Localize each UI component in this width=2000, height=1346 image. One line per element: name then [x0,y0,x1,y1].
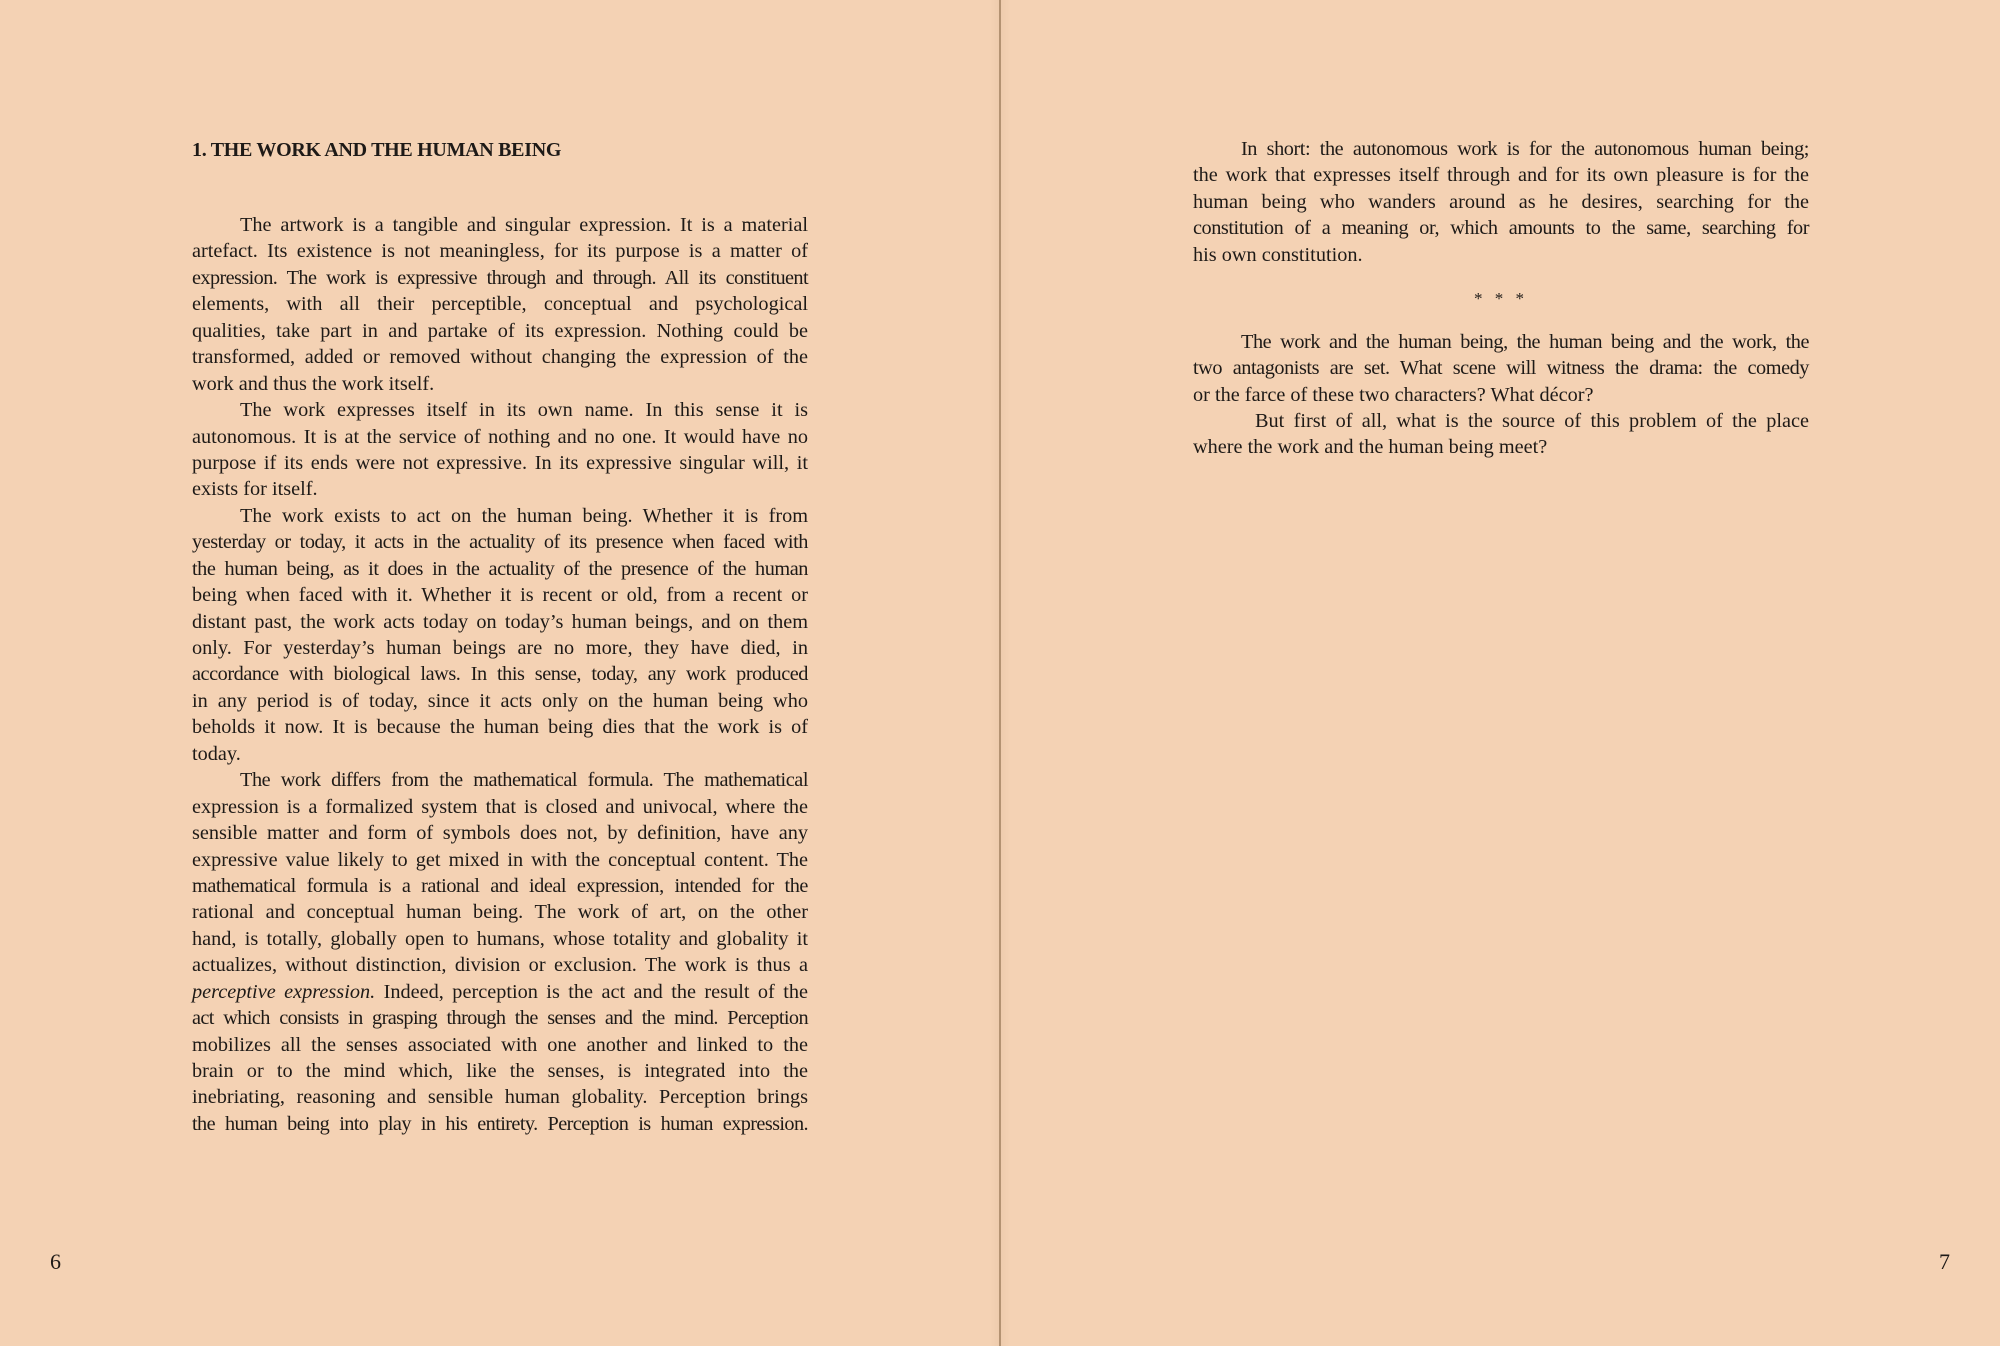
text-line: act which consists in grasping through the senses and the mind. Perception [192,1007,808,1030]
text-line: mathematical formula is a rational and ideal expression, intended for the [192,874,808,897]
text-line: elements, with all their perceptible, conceptual and psychological [192,293,808,316]
left-page-body [192,212,808,1137]
text-line: rational and conceptual human being. The work of art, on the other [192,901,808,924]
text-line: work and thus the work itself. [192,372,435,395]
page-number-left: 6 [50,1249,61,1274]
text-line: human being who wanders around as he desires, searching for the [1193,190,1809,213]
text-line: being when faced with it. Whether it is recent or old, from a recent or [192,584,808,607]
text-line: the human being, as it does in the actuality of the presence of the human [192,557,808,580]
text-line: beholds it now. It is because the human being dies that the work is of [192,716,808,739]
text-line: artefact. Its existence is not meaningless, for its purpose is a matter of [192,240,808,263]
right-page-body [1193,136,1809,461]
text-line: today. [192,742,241,765]
text-line: expressive value likely to get mixed in with the conceptual content. The [192,848,808,871]
text-line: The work expresses itself in its own name. In this sense it is [240,399,808,422]
page-number-right: 7 [1939,1249,1950,1274]
italic-phrase: perceptive expression. [192,980,376,1003]
text-line: accordance with biological laws. In this sense, today, any work produced [192,663,808,686]
text-line: In short: the autonomous work is for the autonomous human being; [1241,138,1809,160]
text-line: the work that expresses itself through and for its own pleasure is for the [1193,164,1809,187]
text-line: expression is a formalized system that is closed and univocal, where the [192,795,808,818]
text-line: constitution of a meaning or, which amounts to the same, searching for [1193,217,1809,240]
paragraph-4 [192,767,808,1137]
text-line: qualities, take part in and partake of its expression. Nothing could be [192,319,808,342]
text-line: The artwork is a tangible and singular expression. It is a material [240,214,808,236]
paragraph-3 [1193,408,1809,461]
text-line: autonomous. It is at the service of nothing and no one. It would have no [192,425,808,448]
paragraph-3 [192,503,808,767]
paragraph-2 [1193,329,1809,408]
gutter-line [999,0,1001,1346]
text-line: actualizes, without distinction, division or exclusion. The work is thus a [192,954,808,977]
text-line: exists for itself. [192,478,318,501]
text-line: sensible matter and form of symbols does not, by definition, have any [192,822,808,845]
text-line: the human being into play in his entirety. Perception is human expression. [192,1112,808,1135]
text-line: The work exists to act on the human being. Whether it is from [240,504,808,527]
paragraph-1 [1193,136,1809,268]
text-line: transformed, added or removed without changing the expression of the [192,346,808,369]
text-line: brain or to the mind which, like the senses, is integrated into the [192,1060,808,1082]
text-line: hand, is totally, globally open to humans, whose totality and globality it [192,927,808,950]
text-line: in any period is of today, since it acts only on the human being who [192,689,808,712]
text-line: where the work and the human being meet? [1193,436,1548,459]
text-line: distant past, the work acts today on today’s human beings, and on them [192,610,808,633]
text-line: or the farce of these two characters? What décor? [1193,383,1594,406]
paragraph-2 [192,397,808,503]
text-line: two antagonists are set. What scene will witness the drama: the comedy [1193,357,1809,380]
text-line: The work differs from the mathematical formula. The mathematical [240,769,808,792]
text-line: his own constitution. [1193,243,1363,266]
text-line: inebriating, reasoning and sensible human globality. Perception brings [192,1086,808,1109]
text-line: The work and the human being, the human being and the work, the [1241,330,1809,353]
text-line-with-italic [192,979,808,1005]
text-line: But first of all, what is the source of this problem of the place [1255,409,1809,432]
text-line: only. For yesterday’s human beings are no more, they have died, in [192,637,808,659]
section-break: * * * [1474,289,1528,309]
text-fragment: Indeed, perception is the act and the result of the [383,980,809,1003]
text-line: expression. The work is expressive through and through. All its constituent [192,266,808,289]
chapter-heading: 1. THE WORK AND THE HUMAN BEING [192,139,562,161]
text-line: purpose if its ends were not expressive. In its expressive singular will, it [192,451,808,474]
text-line: yesterday or today, it acts in the actuality of its presence when faced with [192,531,808,554]
text-line: mobilizes all the senses associated with one another and linked to the [192,1033,808,1056]
paragraph-1 [192,212,808,397]
